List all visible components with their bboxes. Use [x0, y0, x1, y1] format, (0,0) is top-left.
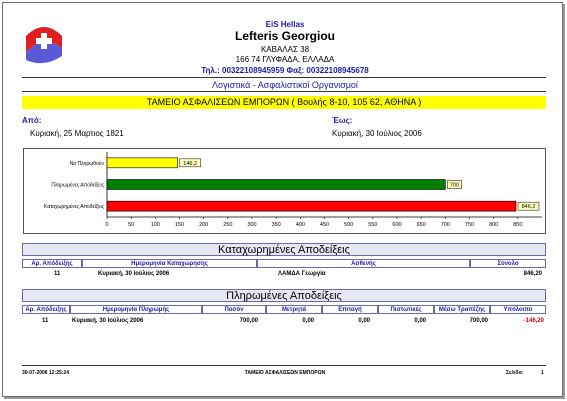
paid-cheque: 0,00	[358, 318, 370, 324]
category-label: Πληρωμένες Αποδείξεις	[51, 182, 104, 189]
address-city: 166 74 ΓΛΥΦΑΔΑ, ΕΛΛΑΔΑ	[235, 55, 335, 64]
col-payment-date: Ημερομηνία Πληρωμής	[70, 305, 202, 314]
x-tick-label: 600	[392, 222, 402, 228]
x-tick-label: 400	[295, 222, 305, 228]
col-cheque: Επιταγή	[322, 305, 378, 314]
footer-title: ΤΑΜΕΙΟ ΑΣΦΑΛΙΣΕΩΝ ΕΜΠΟΡΩΝ	[244, 370, 326, 376]
col-patient: Ασθενής	[257, 259, 470, 268]
value-label: 146,2	[183, 160, 198, 167]
paid-amount: 700,00	[239, 318, 258, 324]
col-amount: Ποσόν	[202, 305, 266, 314]
to-date: Κυριακή, 30 Ιούλιος 2006	[332, 129, 422, 138]
paid-cash: 0,00	[302, 318, 314, 324]
registered-section-title: Καταχωρημένες Αποδείξεις	[22, 243, 546, 256]
table-row	[22, 271, 546, 281]
fund-banner: ΤΑΜΕΙΟ ΑΣΦΑΛΙΣΕΩΝ ΕΜΠΟΡΩΝ ( Βουλής 8-10, 105 62, ΑΘΗΝΑ )	[22, 96, 546, 109]
x-tick-label: 50	[128, 222, 135, 228]
x-tick-label: 550	[368, 222, 378, 228]
bar-2	[107, 201, 516, 211]
receipt-number: 11	[42, 318, 49, 324]
col-bank: Μέσω Τραπέζης	[434, 305, 490, 314]
table-row	[22, 318, 546, 328]
x-tick-label: 850	[513, 222, 523, 228]
report-subtitle: Λογιστικά - Ασφαλιστικοί Οργανισμοί	[212, 80, 358, 90]
col-cash: Μετρητά	[266, 305, 322, 314]
footer-page-number: 1	[541, 370, 544, 376]
header-divider	[22, 77, 546, 78]
col-balance: Υπόλοιπο	[490, 305, 546, 314]
brand-name: EiS Hellas	[265, 20, 305, 29]
x-tick-label: 700	[440, 222, 450, 228]
col-registration-date: Ημερομηνία Καταχώρησης	[82, 259, 257, 268]
from-date: Κυριακή, 25 Μαρτιος 1821	[30, 129, 124, 138]
receipt-total: 846,20	[523, 271, 542, 277]
col-total: Σύνολο	[470, 259, 546, 268]
x-tick-label: 500	[344, 222, 354, 228]
x-tick-label: 250	[223, 222, 233, 228]
value-label: 846,2	[521, 204, 536, 211]
phone-fax: Τηλ.: 00322108945959 Φαξ: 00322108945678	[201, 66, 369, 75]
x-tick-label: 100	[150, 222, 160, 228]
balance-value: -146,20	[523, 318, 544, 324]
col-credit: Πιστωτικές	[378, 305, 434, 314]
paid-table-header	[22, 305, 546, 314]
receipt-number: 11	[54, 271, 61, 277]
registered-table-header	[22, 259, 546, 268]
paid-section-title: Πληρωμένες Αποδείξεις	[22, 289, 546, 302]
bar-1	[107, 180, 445, 190]
x-tick-label: 150	[174, 222, 185, 228]
category-label: Καταχωρημένες Αποδείξεις	[44, 204, 104, 211]
x-tick-label: 450	[319, 222, 330, 228]
footer-page-label: Σελίδα:	[506, 370, 524, 376]
summary-bar-chart	[23, 148, 546, 234]
col-receipt-number: Αρ. Απόδειξης	[22, 305, 70, 314]
subtitle-divider	[22, 91, 546, 92]
paid-bank: 700,00	[469, 318, 488, 324]
owner-name: Lefteris Georgiou	[234, 29, 335, 43]
value-label: 700	[449, 182, 460, 189]
x-tick-label: 350	[271, 222, 281, 228]
footer-divider	[22, 365, 546, 366]
address-street: ΚΑΒΑΛΑΣ 38	[260, 45, 310, 54]
x-tick-label: 0	[105, 222, 109, 228]
payment-date: Κυριακή, 30 Ιούλιος 2006	[72, 318, 144, 324]
category-label: Να Πληρωθούν	[69, 160, 104, 167]
x-tick-label: 650	[416, 222, 426, 228]
x-tick-label: 750	[464, 222, 475, 228]
to-label: Έως:	[332, 116, 353, 125]
company-logo-icon	[22, 22, 66, 66]
bar-0	[107, 158, 178, 168]
x-tick-label: 800	[489, 222, 499, 228]
x-tick-label: 200	[199, 222, 209, 228]
col-receipt-number: Αρ. Απόδειξης	[22, 259, 82, 268]
from-label: Από:	[22, 116, 42, 125]
registration-date: Κυριακή, 30 Ιούλιος 2006	[98, 271, 170, 277]
footer-timestamp: 30-07-2006 12:25:24	[22, 370, 69, 376]
patient-name: ΛΑΜΔΑ Γεωργία	[278, 271, 326, 277]
x-tick-label: 300	[247, 222, 257, 228]
paid-credit: 0,00	[414, 318, 426, 324]
